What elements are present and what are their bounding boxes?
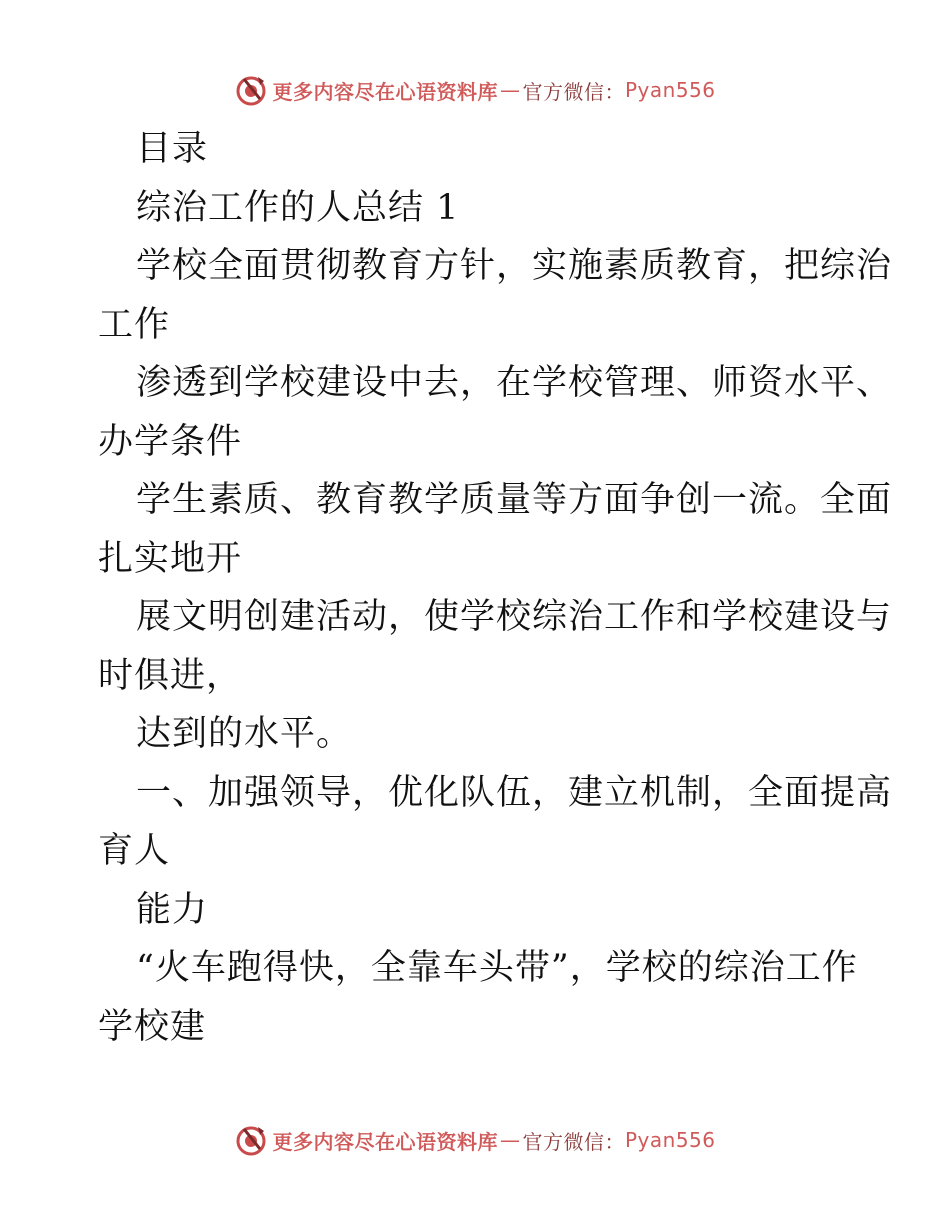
body-line: 能力 — [136, 889, 209, 930]
toc-heading: 目录 — [136, 129, 209, 169]
footer-watermark-banner — [0, 1120, 950, 1160]
document-body — [98, 120, 893, 1056]
banner-dash: — — [499, 1128, 521, 1152]
header-watermark-banner — [0, 70, 950, 110]
body-line: 学校建 — [98, 1006, 207, 1047]
watermark-logo-icon — [234, 1123, 268, 1157]
body-line: 办学条件 — [98, 421, 243, 462]
body-line: 育人 — [98, 831, 171, 871]
body-line: “火车跑得快，全靠车头带”，学校的综治工作 — [136, 948, 858, 988]
banner-wechat-id: Pyan556 — [624, 78, 716, 102]
subsection-heading: 一、加强领导，优化队伍，建立机制，全面提高 — [136, 772, 893, 813]
banner-wechat-label: 官方微信： — [522, 1129, 625, 1154]
banner-main-text: 更多内容尽在心语资料库 — [272, 79, 498, 104]
banner-main-text: 更多内容尽在心语资料库 — [272, 1129, 498, 1154]
body-line: 扎实地开 — [98, 538, 243, 579]
watermark-logo-icon — [234, 73, 268, 107]
banner-dash: — — [499, 78, 521, 102]
body-line: 工作 — [98, 304, 171, 345]
banner-wechat-id: Pyan556 — [624, 1128, 716, 1152]
body-line: 渗透到学校建设中去，在学校管理、师资水平、 — [136, 363, 893, 403]
body-line: 学校全面贯彻教育方针，实施素质教育，把综治 — [136, 246, 893, 286]
body-line: 达到的水平。 — [136, 714, 353, 754]
body-line: 展文明创建活动，使学校综治工作和学校建设与 — [136, 597, 893, 637]
banner-wechat-label: 官方微信： — [522, 79, 625, 104]
body-line: 学生素质、教育教学质量等方面争创一流。全面 — [136, 480, 893, 520]
section-title: 综治工作的人总结 1 — [136, 187, 460, 228]
body-line: 时俱进， — [98, 655, 243, 696]
